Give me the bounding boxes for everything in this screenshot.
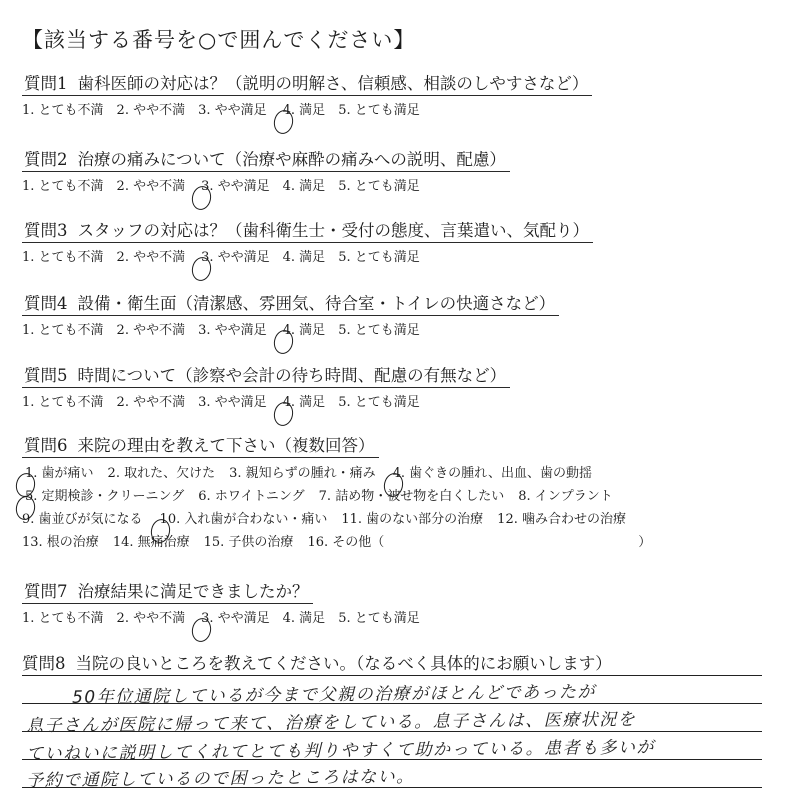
option-4[interactable]: 4. 満足 — [282, 611, 326, 626]
option-3[interactable]: 3. やや満足 — [198, 395, 267, 410]
question-1 — [22, 70, 782, 118]
question-label: 質問6 — [24, 436, 68, 455]
question-6-row-4 — [22, 531, 782, 550]
option-1[interactable]: 1. とても不満 — [22, 103, 104, 118]
option-2[interactable]: 2. やや不満 — [116, 250, 186, 265]
option-1[interactable]: 1. とても不満 — [22, 611, 104, 626]
question-text: 歯科医師の対応は？（説明の明解さ、信頼感、相談のしやすさなど） — [77, 74, 589, 93]
option-9[interactable]: 9. 歯並びが気になる — [22, 512, 143, 527]
option-3[interactable]: 3. やや満足 — [198, 103, 267, 118]
option-8[interactable]: 8. インプラント — [518, 489, 613, 504]
option-2[interactable]: 2. やや不満 — [116, 323, 186, 338]
question-text: 設備・衛生面（清潔感、雰囲気、待合室・トイレの快適さなど） — [77, 294, 556, 313]
option-14[interactable]: 14. 無痛治療 — [112, 535, 190, 550]
option-16-other[interactable]: 16. その他（ — [307, 535, 385, 550]
option-5[interactable]: 5. とても満足 — [338, 250, 420, 265]
other-close-paren: ） — [638, 535, 652, 550]
question-6-row-1 — [22, 462, 782, 481]
option-2[interactable]: 2. やや不満 — [116, 103, 186, 118]
question-6-title — [22, 432, 379, 458]
option-4-circled[interactable]: 4. 満足 — [282, 395, 326, 410]
question-label: 質問7 — [24, 582, 68, 601]
option-3-circled[interactable]: 3. やや満足 — [201, 611, 270, 626]
question-label: 質問1 — [24, 74, 68, 93]
option-5[interactable]: 5. とても満足 — [338, 103, 420, 118]
question-8-title — [22, 650, 782, 674]
option-10-circled[interactable]: 10. 入れ歯が合わない・痛い — [159, 512, 328, 527]
question-5 — [22, 362, 782, 410]
question-5-options — [22, 391, 782, 410]
question-2 — [22, 146, 782, 194]
question-4-title — [22, 290, 559, 316]
question-7-options — [22, 607, 782, 626]
option-1[interactable]: 1. とても不満 — [22, 179, 104, 194]
question-label: 質問3 — [24, 221, 68, 240]
option-4-circled[interactable]: 4. 満足 — [282, 103, 326, 118]
question-4 — [22, 290, 782, 338]
question-text: 治療結果に満足できましたか？ — [77, 582, 309, 601]
option-5-circled[interactable]: 5. 定期検診・クリーニング — [25, 489, 185, 504]
handwritten-line-4: 予約で通院しているので困ったところはない。 — [25, 766, 415, 792]
option-3-circled[interactable]: 3. やや満足 — [201, 179, 270, 194]
option-15[interactable]: 15. 子供の治療 — [203, 535, 294, 550]
question-text: 治療の痛みについて（治療や麻酔の痛みへの説明、配慮） — [77, 150, 506, 169]
option-3-circled[interactable]: 3. やや満足 — [201, 250, 270, 265]
question-text: 時間について（診察や会計の待ち時間、配慮の有無など） — [77, 366, 507, 385]
option-4-circled[interactable]: 4. 歯ぐきの腫れ、出血、歯の動揺 — [392, 466, 592, 481]
option-11[interactable]: 11. 歯のない部分の治療 — [341, 512, 484, 527]
option-6[interactable]: 6. ホワイトニング — [198, 489, 305, 504]
question-1-options — [22, 99, 782, 118]
question-2-options — [22, 175, 782, 194]
question-6 — [22, 432, 782, 550]
option-5[interactable]: 5. とても満足 — [338, 179, 420, 194]
option-7[interactable]: 7. 詰め物・被せ物を白くしたい — [318, 489, 505, 504]
option-5[interactable]: 5. とても満足 — [338, 323, 420, 338]
option-5[interactable]: 5. とても満足 — [338, 611, 420, 626]
question-4-options — [22, 319, 782, 338]
question-label: 質問8 — [22, 654, 66, 673]
handwritten-line-3: ていねいに説明してくれてとても判りやすくて助かっている。患者も多いが — [25, 737, 656, 765]
option-1[interactable]: 1. とても不満 — [22, 395, 104, 410]
answer-line — [22, 675, 762, 676]
question-3 — [22, 217, 782, 265]
question-7 — [22, 578, 782, 626]
question-5-title — [22, 362, 510, 388]
question-3-options — [22, 246, 782, 265]
option-4-circled[interactable]: 4. 満足 — [282, 323, 326, 338]
handwritten-line-1: 50年位通院しているが今まで父親の治療がほとんどであったが — [71, 682, 597, 708]
question-label: 質問4 — [24, 294, 68, 313]
option-1[interactable]: 1. とても不満 — [22, 323, 104, 338]
option-2[interactable]: 2. やや不満 — [116, 179, 186, 194]
question-text: 来院の理由を教えて下さい（複数回答） — [77, 436, 375, 455]
question-6-row-2 — [22, 485, 782, 504]
option-5[interactable]: 5. とても満足 — [338, 395, 420, 410]
question-7-title — [22, 578, 313, 604]
question-text: 当院の良いところを教えてください。（なるべく具体的にお願いします） — [75, 654, 612, 673]
option-2[interactable]: 2. やや不満 — [116, 611, 186, 626]
option-13[interactable]: 13. 根の治療 — [22, 535, 99, 550]
question-8 — [22, 650, 782, 674]
option-4[interactable]: 4. 満足 — [282, 179, 326, 194]
question-text: スタッフの対応は？（歯科衛生士・受付の態度、言葉遣い、気配り） — [77, 221, 589, 240]
question-6-row-3 — [22, 508, 782, 527]
option-2[interactable]: 2. 取れた、欠けた — [107, 466, 216, 481]
option-2[interactable]: 2. やや不満 — [116, 395, 186, 410]
question-1-title — [22, 70, 592, 96]
question-2-title — [22, 146, 510, 172]
form-instruction-header: 【該当する番号を○で囲んでください】 — [22, 28, 416, 52]
question-3-title — [22, 217, 593, 243]
option-4[interactable]: 4. 満足 — [282, 250, 326, 265]
option-1-circled[interactable]: 1. 歯が痛い — [25, 466, 94, 481]
option-12[interactable]: 12. 噛み合わせの治療 — [497, 512, 626, 527]
option-3[interactable]: 3. 親知らずの腫れ・痛み — [229, 466, 376, 481]
option-3[interactable]: 3. やや満足 — [198, 323, 267, 338]
handwritten-line-2: 息子さんが医院に帰って来て、治療をしている。息子さんは、医療状況を — [25, 709, 637, 737]
question-label: 質問2 — [24, 150, 68, 169]
question-label: 質問5 — [24, 366, 68, 385]
option-1[interactable]: 1. とても不満 — [22, 250, 104, 265]
